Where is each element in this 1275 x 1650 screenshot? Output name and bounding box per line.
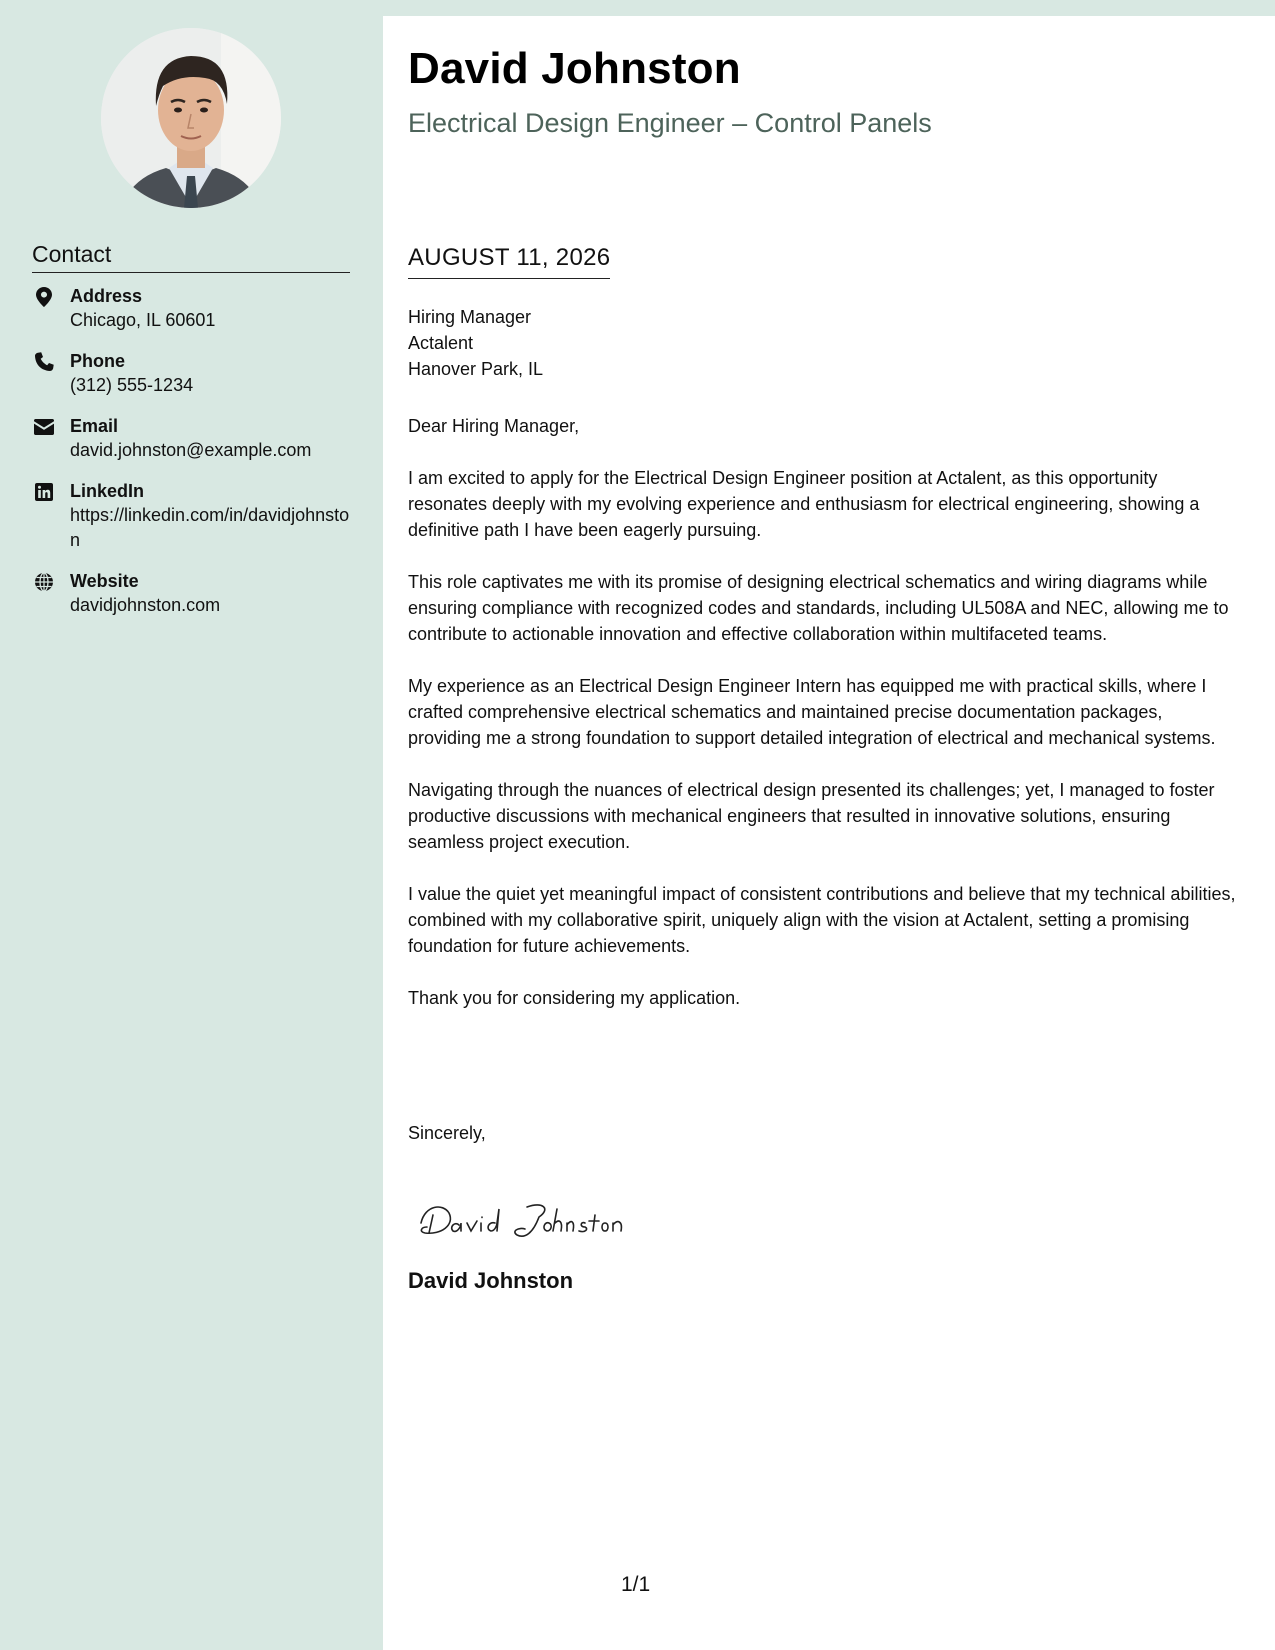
contact-label: Email bbox=[70, 416, 119, 436]
recipient-block bbox=[408, 304, 543, 382]
recipient-line: Hiring Manager bbox=[408, 307, 532, 327]
contact-label: LinkedIn bbox=[70, 481, 145, 501]
header-title: Electrical Design Engineer – Control Panels bbox=[408, 108, 932, 138]
contact-item-linkedin bbox=[32, 479, 362, 553]
location-pin-icon bbox=[32, 286, 56, 308]
contact-heading: Contact bbox=[32, 241, 350, 273]
address-value: Chicago, IL 60601 bbox=[70, 310, 216, 330]
header-name: David Johnston bbox=[408, 44, 741, 93]
globe-icon bbox=[32, 571, 56, 593]
page-number: 1/1 bbox=[621, 1573, 651, 1596]
contact-label: Phone bbox=[70, 351, 126, 371]
closing: Sincerely, bbox=[408, 1123, 486, 1143]
contact-label: Website bbox=[70, 571, 139, 591]
envelope-icon bbox=[32, 416, 56, 438]
body-paragraph: My experience as an Electrical Design Engineer Intern has equipped me with practical skills, where I crafted comprehensive electrical schematics and maintained precise documentation packages, providing me a strong foundation to support detailed integration of electrical and mechanical systems. bbox=[408, 676, 1216, 748]
contact-item-website bbox=[32, 569, 362, 618]
signed-name: David Johnston bbox=[408, 1268, 574, 1293]
website-value[interactable]: davidjohnston.com bbox=[70, 595, 221, 615]
sidebar bbox=[0, 0, 383, 1650]
avatar bbox=[101, 28, 281, 208]
email-value[interactable]: david.johnston@example.com bbox=[70, 440, 312, 460]
phone-icon bbox=[32, 351, 56, 373]
linkedin-icon bbox=[32, 481, 56, 503]
salutation: Dear Hiring Manager, bbox=[408, 416, 580, 436]
contact-item-phone bbox=[32, 349, 362, 398]
contact-item-address bbox=[32, 284, 362, 333]
body-paragraph: I am excited to apply for the Electrical Design Engineer position at Actalent, as this opportunity resonates deeply with my evolving experience and enthusiasm for electrical engineering, showing a definitive path I have been eagerly pursuing. bbox=[408, 468, 1200, 540]
letter-date: AUGUST 11, 2026 bbox=[408, 244, 610, 279]
contact-item-email bbox=[32, 414, 362, 463]
recipient-line: Actalent bbox=[408, 333, 474, 353]
phone-value: (312) 555-1234 bbox=[70, 375, 194, 395]
body-paragraph: This role captivates me with its promise of designing electrical schematics and wiring diagrams while ensuring compliance with recognized codes and standards, including UL508A and NEC, allowing me to contribute to actionable innovation and effective collaboration within multifaceted teams. bbox=[408, 572, 1229, 644]
body-paragraph: I value the quiet yet meaningful impact of consistent contributions and believe that my technical abilities, combined with my collaborative spirit, uniquely align with the vision at Actalent, setting a promising foundation for future achievements. bbox=[408, 884, 1236, 956]
letter-main bbox=[383, 16, 1275, 1650]
handwritten-signature bbox=[415, 1193, 655, 1248]
body-paragraph: Navigating through the nuances of electrical design presented its challenges; yet, I managed to foster productive discussions with mechanical engineers that resulted in innovative solutions, ensuring seamless project execution. bbox=[408, 780, 1215, 852]
contact-list bbox=[32, 284, 362, 634]
body-paragraph: Thank you for considering my application. bbox=[408, 988, 741, 1008]
contact-label: Address bbox=[70, 286, 143, 306]
linkedin-value[interactable]: https://linkedin.com/in/davidjohnston bbox=[70, 505, 350, 550]
letter-body bbox=[408, 413, 1238, 1037]
recipient-line: Hanover Park, IL bbox=[408, 359, 544, 379]
